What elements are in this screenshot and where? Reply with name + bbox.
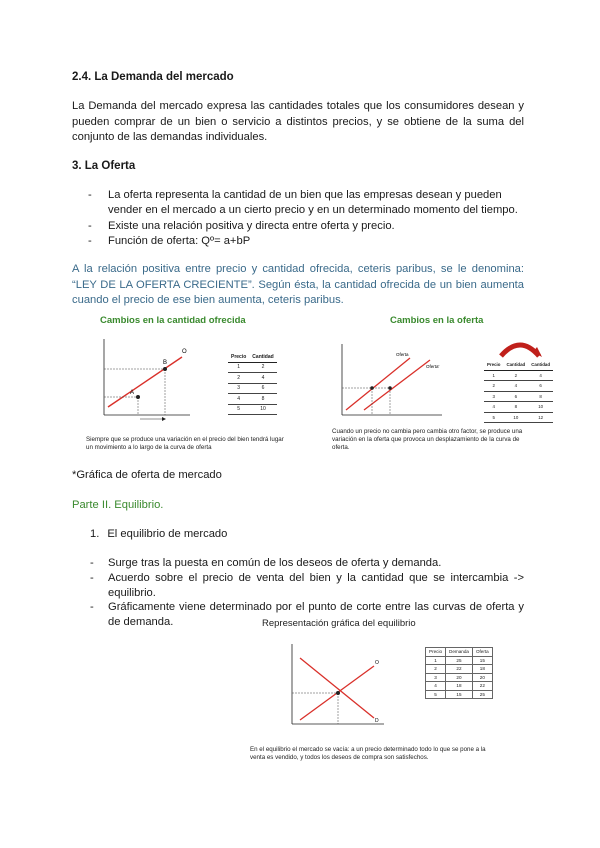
section-24-heading: 2.4. La Demanda del mercado [72,71,234,83]
fig-eq-caption: En el equilibrio el mercado se vacía: a un precio determinado todo lo que se pone a la venta es vendido, y todos los deseos de compra son satisfechos. [250,746,486,761]
section-3-heading: 3. La Oferta [72,160,136,172]
fig-left-table: Precio Cantidad 1 2 2 4 3 6 4 8 5 10 [228,352,277,415]
figure-note: *Gráfica de oferta de mercado [72,469,222,481]
fig-left-point-b [163,367,167,371]
fig-left-title: Cambios en la cantidad ofrecida [100,315,246,326]
section-24-paragraph: La Demanda del mercado expresa las cantidades totales que los consumidores desean y pueden comprar de un bien o servicio a distintos precios, y se obtiene de la suma del conjunto de las demandas individuales. [72,100,524,143]
fig-right-arrow-icon [497,338,543,358]
fig-eq-chart [280,640,390,735]
fig-right-title: Cambios en la oferta [390,315,484,326]
fig-left-label-a: A [130,390,135,396]
ley-oferta-paragraph: A la relación positiva entre precio y cantidad ofrecida, ceteris paribus, se le denomina: “LEY DE LA OFERTA CRECIENTE”. Según ésta, la cantidad ofrecida de un bien aumenta cuando el precio de ese bien aumenta, ceteris paribus. [72,263,524,306]
part2-heading: Parte II. Equilibrio. [72,499,164,511]
equilibrio-bullet-3: - Gráficamente viene determinado por el punto de corte entre las curvas de oferta y de demanda. [90,601,524,628]
equilibrio-bullet-1: - Surge tras la puesta en común de los deseos de oferta y demanda. [90,557,442,569]
equilibrio-bullet-2: - Acuerdo sobre el precio de venta del bien y la cantidad que se intercambia -> equilibrio. [90,572,524,599]
fig-right-curve-2 [364,360,430,410]
fig-left-chart [90,335,200,425]
fig-right-chart [330,340,450,425]
fig-eq-label-o: O [375,660,379,666]
fig-eq-demand-curve [300,658,374,718]
oferta-bullet-1: - La oferta representa la cantidad de un bien que las empresas desean y pueden vender en el mercado a un cierto precio y en un determinado momento del tiempo. [88,189,518,216]
oferta-bullet-3: - Función de oferta: Qº= a+bP [88,235,251,247]
part2-item-1: 1. El equilibrio de mercado [90,528,228,540]
fig-right-curve-1-label: Oferta [396,352,409,357]
fig-right-curve-2-label: Oferta' [426,364,440,369]
fig-eq-title: Representación gráfica del equilibrio [262,618,416,629]
fig-left-label-b: B [163,360,168,366]
fig-left-point-a [136,395,140,399]
oferta-bullet-2: - Existe una relación positiva y directa entre oferta y precio. [88,220,395,232]
fig-eq-table: Precio Demanda Oferta 1 25 15 2 22 18 3 20 20 4 18 22 5 15 25 [425,647,493,699]
fig-right-table: Precio Cantidad Cantidad 1 2 4 2 4 6 3 6 8 4 8 10 5 10 12 [484,360,553,423]
fig-left-curve-label: O [182,349,187,355]
fig-left-caption: Siempre que se produce una variación en el precio del bien tendrá lugar un movimiento a lo largo de la curva de oferta [86,436,284,451]
fig-right-caption: Cuando un precio no cambia pero cambia otro factor, se produce una variación en la oferta que provoca un desplazamiento de la curva de oferta. [332,428,523,451]
fig-eq-label-d: D [375,718,379,724]
fig-eq-equilibrium-point [336,691,340,695]
fig-left-supply-curve [108,357,182,407]
fig-right-curve-1 [346,358,410,410]
